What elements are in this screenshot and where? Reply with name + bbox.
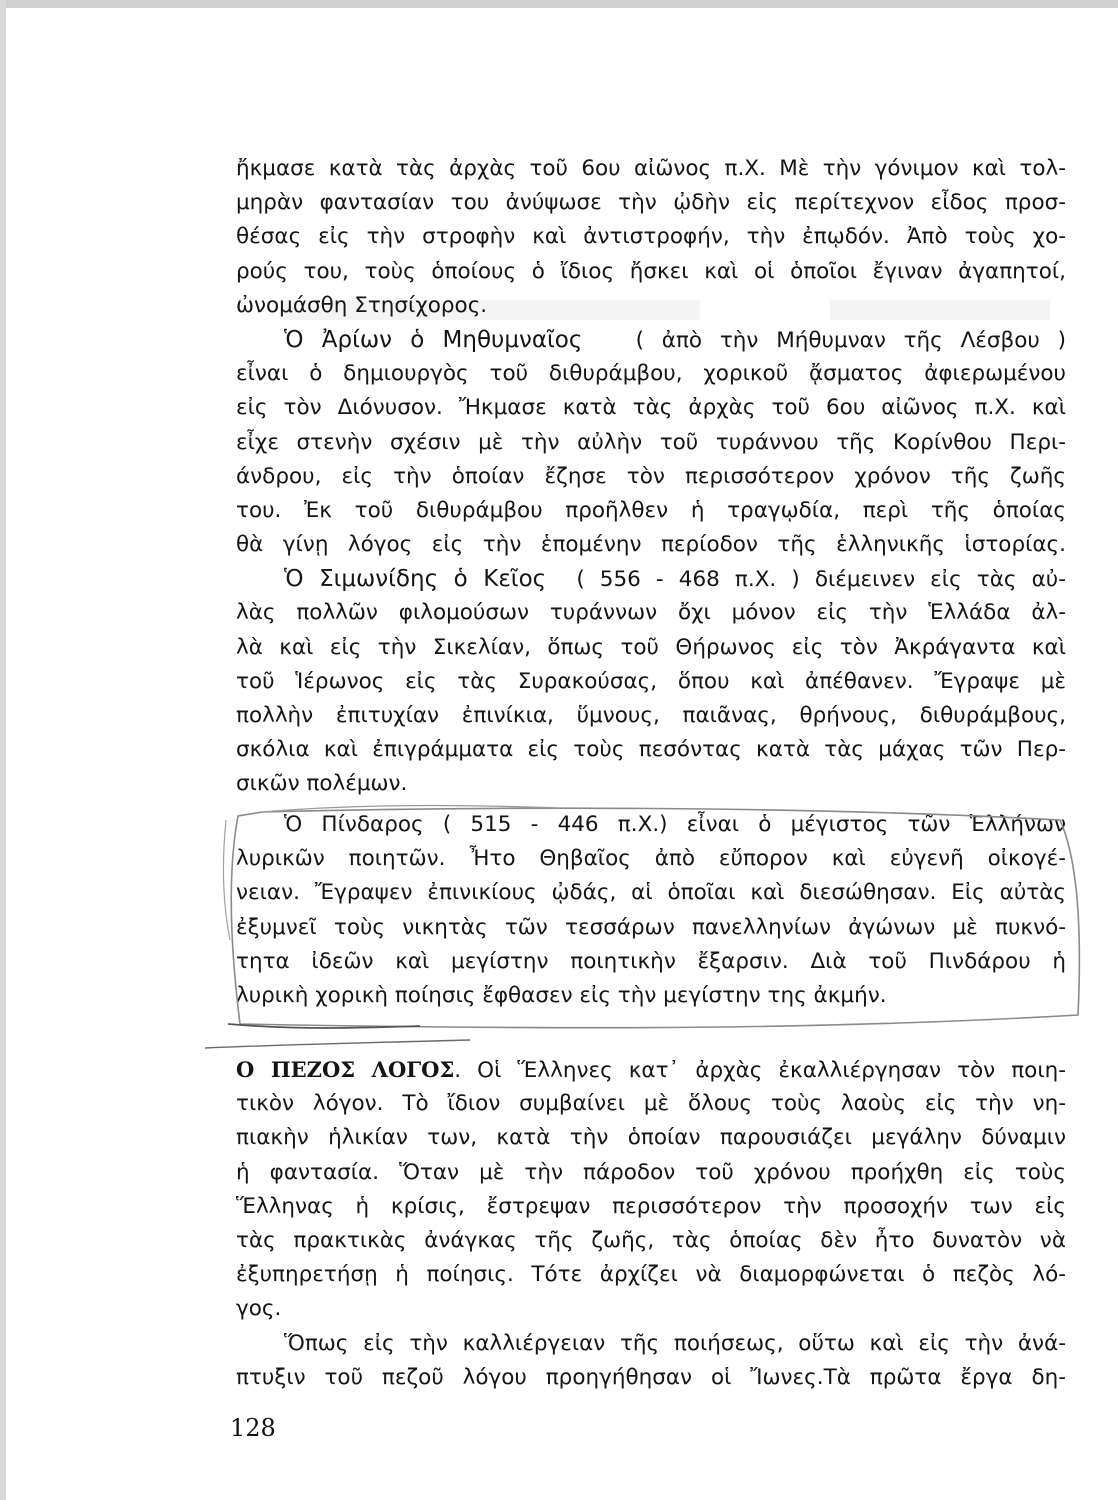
text-line: του. Ἐκ τοῦ διθυράμβου προῆλθεν ἡ τραγῳδία, περὶ τῆς ὁποίας bbox=[236, 497, 1066, 523]
arion-name: Ὁ Ἀρίων ὁ Μηθυμναῖος bbox=[284, 326, 583, 353]
text-line: Ὅπως εἰς τὴν καλλιέργειαν τῆς ποιήσεως, οὕτω καὶ εἰς τὴν ἀνά- bbox=[284, 1330, 1066, 1356]
text-line: σκόλια καὶ ἐπιγράμματα εἰς τοὺς πεσόντας κατὰ τὰς μάχας τῶν Περ- bbox=[236, 737, 1066, 763]
text-line: άνδρου, εἰς τὴν ὁποίαν ἔζησε τὸν περισσότερον χρόνον τῆς ζωῆς bbox=[236, 463, 1066, 489]
text-line: τοῦ Ἱέρωνος εἰς τὰς Συρακούσας, ὅπου καὶ ἀπέθανεν. Ἔγραψε μὲ bbox=[236, 668, 1066, 694]
simonides-first-line bbox=[236, 562, 1066, 596]
scan-edge-left bbox=[0, 0, 6, 1500]
pindar-paragraph bbox=[236, 808, 1066, 1013]
text-line: ρούς του, τοὺς ὁποίους ὁ ἴδιος ἤσκει καὶ οἱ ὁποῖοι ἔγιναν ἀγαπητοί, bbox=[236, 258, 1066, 284]
text-line: λυρικῶν ποιητῶν. Ἦτο Θηβαῖος ἀπὸ εὔπορον καὶ εὐγενῆ οἰκογέ- bbox=[236, 846, 1066, 872]
text-line: εἶχε στενὴν σχέσιν μὲ τὴν αὐλὴν τοῦ τυράννου τῆς Κορίνθου Περι- bbox=[236, 429, 1066, 455]
text-line: λυρικὴ χορικὴ ποίησις ἔφθασεν εἰς τὴν μεγίστην της ἀκμήν. bbox=[236, 982, 887, 1008]
simonides-name: Ὁ Σιμωνίδης ὁ Κεῖος bbox=[284, 566, 547, 593]
text-line: γος. bbox=[236, 1296, 282, 1322]
pencil-margin-mark bbox=[223, 820, 230, 940]
text-line: ὠνομάσθη Στησίχορος. bbox=[236, 292, 488, 318]
text-line: εἶναι ὁ δημιουργὸς τοῦ διθυράμβου, χορικοῦ ᾄσματος ἀφιερωμένου bbox=[236, 361, 1066, 387]
pencil-stroke-above-heading bbox=[205, 1040, 470, 1048]
text-line: ἡ φαντασία. Ὅταν μὲ τὴν πάροδον τοῦ χρόνου προήχθη εἰς τοὺς bbox=[236, 1159, 1066, 1185]
prose-first-line bbox=[236, 1053, 1066, 1087]
text-line: σικῶν πολέμων. bbox=[236, 771, 408, 797]
text-line: θέσας εἰς τὴν στροφὴν καὶ ἀντιστροφήν, τὴν ἐπῳδόν. Ἀπὸ τοὺς χο- bbox=[236, 224, 1066, 250]
text-line: λὰ καὶ εἰς τὴν Σικελίαν, ὅπως τοῦ Θήρωνος εἰς τὸν Ἀκράγαντα καὶ bbox=[236, 634, 1066, 660]
text-line: ἐξυμνεῖ τοὺς νικητὰς τῶν τεσσάρων πανελληνίων ἀγώνων μὲ πυκνό- bbox=[236, 914, 1066, 940]
text-line: Ἕλληνας ἡ κρίσις, ἔστρεψαν περισσότερον τὴν προσοχήν των εἰς bbox=[236, 1193, 1066, 1219]
prose-lead: . Οἱ Ἕλληνες κατ᾽ ἀρχὰς ἐκαλλιέργησαν τὸν ποιη- bbox=[454, 1058, 1066, 1083]
simonides-lead: ( 556 - 468 π.Χ. ) διέμεινεν εἰς τὰς αὐ- bbox=[576, 567, 1066, 593]
arion-first-line bbox=[236, 323, 1066, 357]
text-line: νειαν. Ἔγραψεν ἐπινικίους ᾠδάς, αἱ ὁποῖαι καὶ διεσώθησαν. Εἰς αὐτὰς bbox=[236, 880, 1066, 906]
arion-lead: ( ἀπὸ τὴν Μήθυμναν τῆς Λέσβου ) bbox=[635, 327, 1066, 353]
text-line: τικὸν λόγον. Τὸ ἴδιον συμβαίνει μὲ ὅλους τοὺς λαοὺς εἰς τὴν νη- bbox=[236, 1091, 1066, 1117]
section-heading: Ο ΠΕΖΟΣ ΛΟΓΟΣ bbox=[236, 1057, 455, 1082]
text-line: πτυξιν τοῦ πεζοῦ λόγου προηγήθησαν οἱ Ἴωνες.Τὰ πρῶτα ἔργα δη- bbox=[236, 1364, 1066, 1390]
text-line: μηρὰν φαντασίαν του ἀνύψωσε τὴν ᾠδὴν εἰς περίτεχνον εἶδος προσ- bbox=[236, 190, 1066, 216]
text-line: πιακὴν ἡλικίαν των, κατὰ τὴν ὁποίαν παρουσιάζει μεγάλην δύναμιν bbox=[236, 1125, 1066, 1151]
text-line: λὰς πολλῶν φιλομούσων τυράννων ὄχι μόνον εἰς τὴν Ἑλλάδα ἀλ- bbox=[236, 600, 1066, 626]
text-line: εἰς τὸν Διόνυσον. Ἤκμασε κατὰ τὰς ἀρχὰς τοῦ 6ου αἰῶνος π.Χ. καὶ bbox=[236, 395, 1066, 421]
text-line: ἐξυπηρετήσῃ ἡ ποίησις. Τότε ἀρχίζει νὰ διαμορφώνεται ὁ πεζὸς λό- bbox=[236, 1262, 1066, 1288]
text-line: πολλὴν ἐπιτυχίαν ἐπινίκια, ὕμνους, παιᾶνας, θρήνους, διθυράμβους, bbox=[236, 703, 1066, 728]
text-line: τὰς πρακτικὰς ἀνάγκας τῆς ζωῆς, τὰς ὁποίας δὲν ἦτο δυνατὸν νὰ bbox=[236, 1227, 1066, 1253]
page-number: 128 bbox=[230, 1414, 276, 1442]
text-line: τητα ἰδεῶν καὶ μεγίστην ποιητικὴν ἔξαρσιν. Διὰ τοῦ Πινδάρου ἡ bbox=[236, 948, 1066, 974]
text-block-upper bbox=[236, 152, 1066, 802]
prose-section bbox=[236, 1053, 1066, 1395]
scan-edge-top bbox=[0, 0, 1118, 8]
text-line: Ὁ Πίνδαρος ( 515 - 446 π.Χ.) εἶναι ὁ μέγιστος τῶν Ἑλλήνων bbox=[284, 812, 1066, 837]
text-line: ἤκμασε κατὰ τὰς ἀρχὰς τοῦ 6ου αἰῶνος π.Χ. Μὲ τὴν γόνιμον καὶ τολ- bbox=[236, 156, 1066, 181]
text-line: θὰ γίνῃ λόγος εἰς τὴν ἑπομένην περίοδον τῆς ἑλληνικῆς ἱστορίας. bbox=[236, 532, 1066, 558]
pencil-stroke-below-box bbox=[228, 1024, 420, 1028]
